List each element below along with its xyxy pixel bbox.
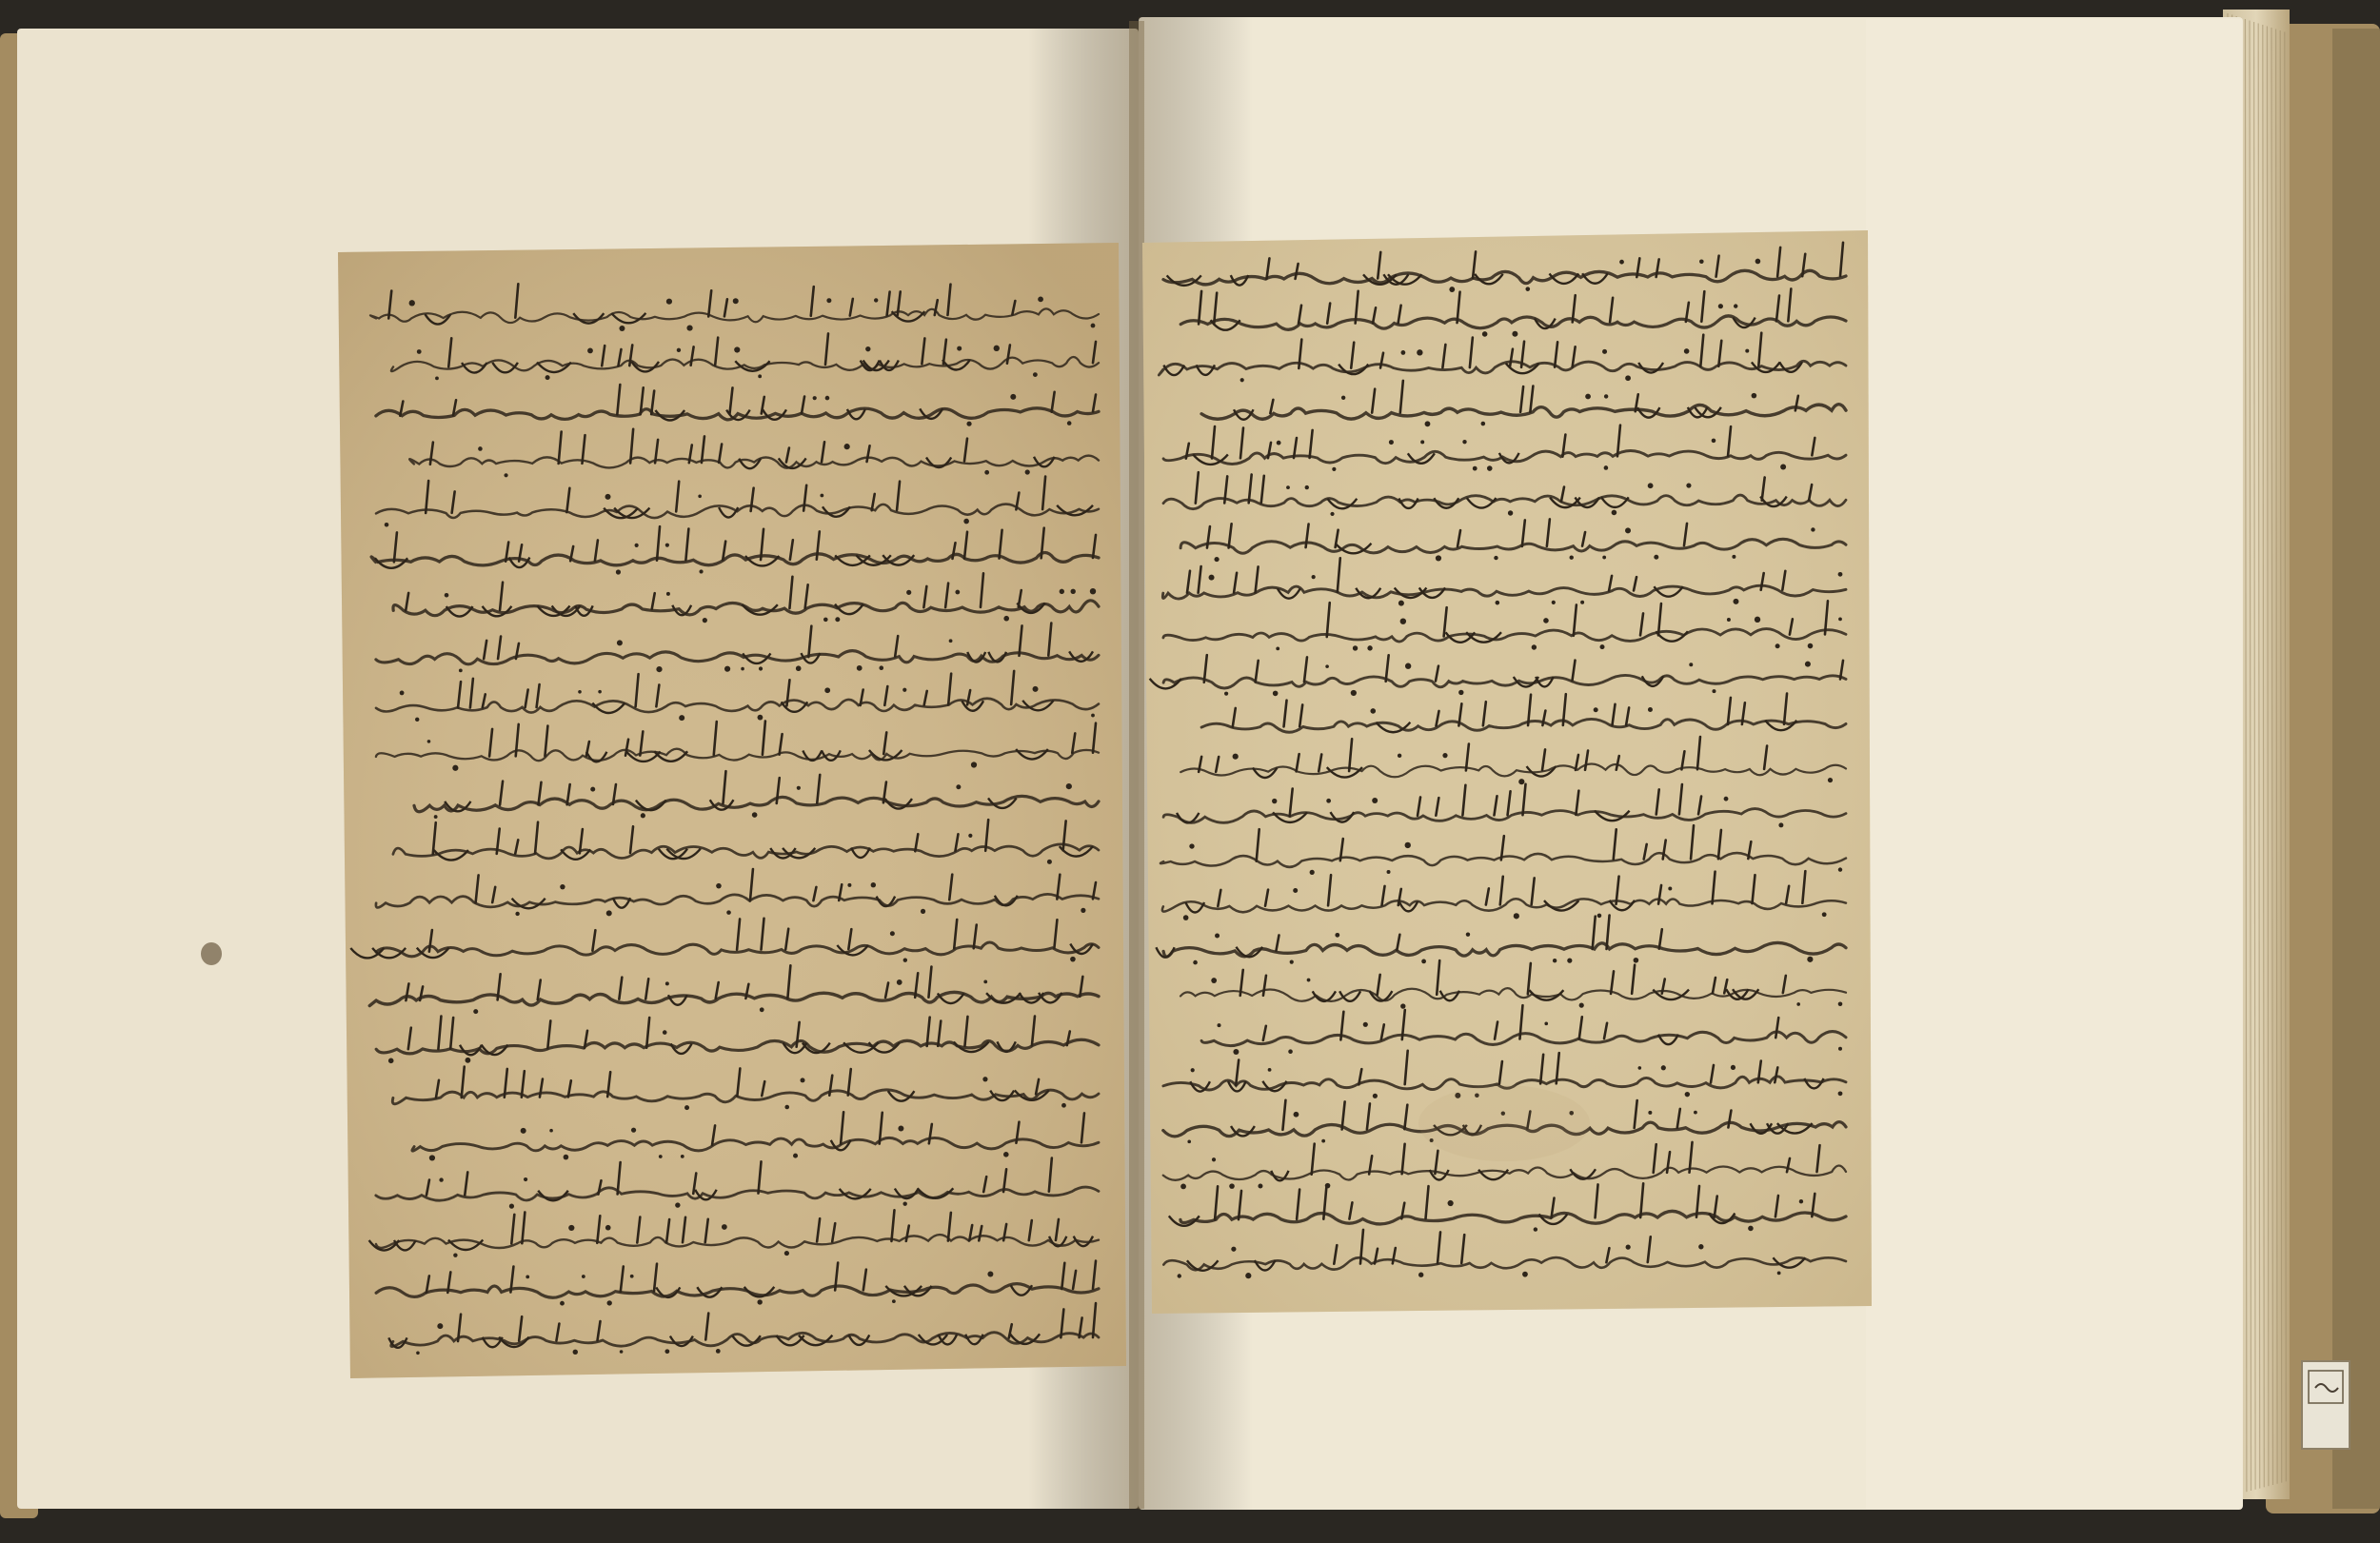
water-stain — [1418, 1085, 1590, 1161]
page-tab — [2302, 1361, 2350, 1449]
cover-board-right-shade — [2332, 29, 2380, 1509]
ink-stain — [201, 942, 222, 965]
manuscript-panel-left — [338, 243, 1126, 1378]
spine-fold — [1129, 21, 1144, 1509]
